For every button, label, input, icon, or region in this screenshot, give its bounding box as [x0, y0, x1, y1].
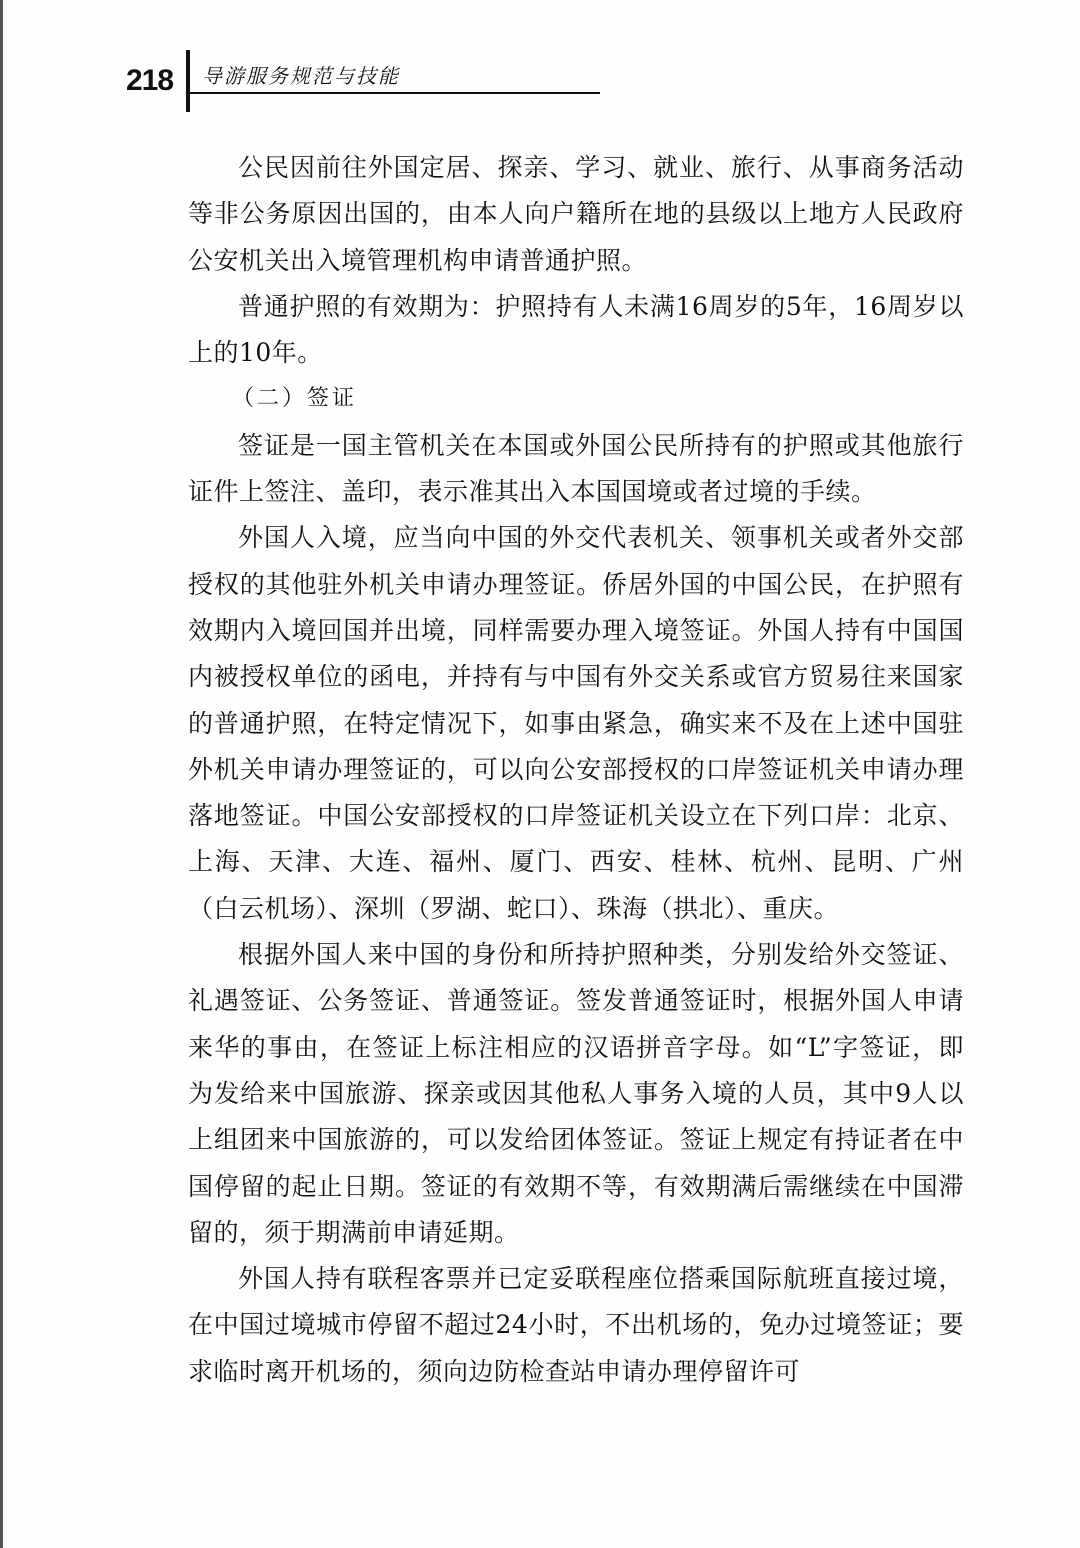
paragraph: 外国人入境，应当向中国的外交代表机关、领事机关或者外交部授权的其他驻外机关申请办理签证。侨居外国的中国公民，在护照有效期内入境回国并出境，同样需要办理入境签证。外国人持有中国国内被授权单位的函电，并持有与中国有外交关系或官方贸易往来国家的普通护照，在特定情况下，如事由紧急，确实来不及在上述中国驻外机关申请办理签证的，可以向公安部授权的口岸签证机关申请办理落地签证。中国公安部授权的口岸签证机关设立在下列口岸：北京、上海、天津、大连、福州、厦门、西安、桂林、杭州、昆明、广州（白云机场）、深圳（罗湖、蛇口）、珠海（拱北）、重庆。 — [188, 523, 964, 923]
running-header — [120, 48, 600, 108]
section-heading: （二）签证 — [232, 386, 358, 412]
book-title: 导游服务规范与技能 — [202, 64, 400, 88]
paragraph: 公民因前往外国定居、探亲、学习、就业、旅行、从事商务活动等非公务原因出国的，由本人向户籍所在地的县级以上地方人民政府公安机关出入境管理机构申请普通护照。 — [188, 153, 964, 275]
body-text — [188, 145, 964, 1395]
paragraph: 外国人持有联程客票并已定妥联程座位搭乘国际航班直接过境，在中国过境城市停留不超过24小时，不出机场的，免办过境签证；要求临时离开机场的，须向边防检查站申请办理停留许可 — [188, 1264, 964, 1386]
paragraph: 签证是一国主管机关在本国或外国公民所持有的护照或其他旅行证件上签注、盖印，表示准其出入本国国境或者过境的手续。 — [188, 430, 964, 507]
header-divider — [186, 50, 190, 112]
paragraph: 普通护照的有效期为：护照持有人未满16周岁的5年，16周岁以上的10年。 — [188, 291, 964, 368]
paragraph: 根据外国人来中国的身份和所持护照种类，分别发给外交签证、礼遇签证、公务签证、普通签证。签发普通签证时，根据外国人申请来华的事由，在签证上标注相应的汉语拼音字母。如“L”字签证，即为发给来中国旅游、探亲或因其他私人事务入境的人员，其中9人以上组团来中国旅游的，可以发给团体签证。签证上规定有持证者在中国停留的起止日期。签证的有效期不等，有效期满后需继续在中国滞留的，须于期满前申请延期。 — [188, 940, 964, 1247]
header-rule — [190, 92, 600, 94]
page-number: 218 — [126, 64, 174, 97]
page-left-edge — [0, 0, 3, 1548]
